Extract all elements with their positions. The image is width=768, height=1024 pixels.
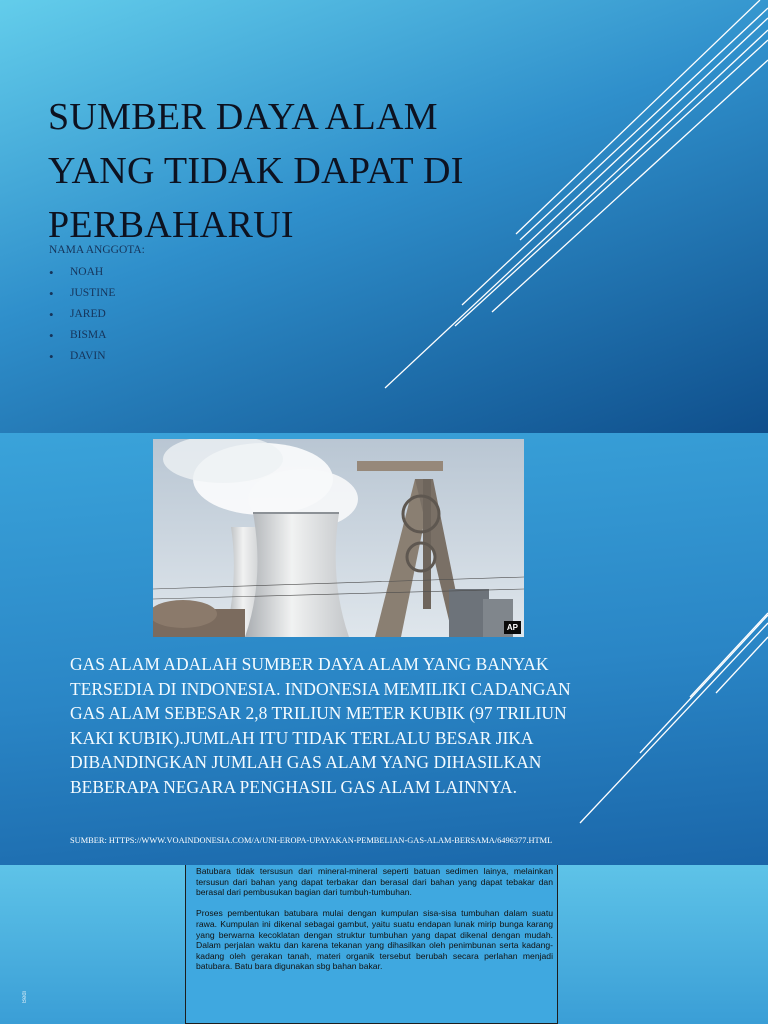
title-line: PERBAHARUI — [48, 204, 294, 246]
photo-credit-badge: AP — [504, 621, 521, 634]
slide-title — [48, 90, 488, 252]
coal-paragraph: Proses pembentukan batubara mulai dengan kumpulan sisa-sisa tumbuhan dalam suatu rawa. Kumpulan ini dikenal sebagai gambut, yaitu suatu endapan lunak mirip bunga karang yang berwarna kecoklatan dengan struktur tumbuhan yang dapat dikenal dengan mudah. Dalam perjalan waktu dan karena tekanan yang dihasilkan oleh penimbunan serta kadang-kadang oleh gerakan tanah, materi organik tersebut berubah secara perlahan menjadi batubara. Batu bara digunakan sbg bahan bakar. — [196, 908, 553, 972]
gas-slide — [0, 433, 768, 865]
power-plant-photo — [153, 439, 524, 637]
bullet-icon: • — [49, 328, 54, 343]
bullet-icon: • — [49, 307, 54, 322]
bullet-icon: • — [49, 286, 54, 301]
coal-text-box — [185, 865, 558, 1024]
member-item — [49, 283, 115, 304]
member-name: JARED — [70, 308, 106, 320]
bullet-icon: • — [49, 265, 54, 280]
bullet-icon: • — [49, 349, 54, 364]
member-item — [49, 262, 115, 283]
title-line: YANG TIDAK DAPAT DI — [48, 150, 464, 192]
members-list — [49, 262, 115, 367]
member-name: NOAH — [70, 266, 104, 278]
member-name: BISMA — [70, 329, 107, 341]
title-slide — [0, 0, 768, 433]
coal-slide — [0, 865, 768, 1024]
member-item — [49, 325, 115, 346]
source-link[interactable]: SUMBER: HTTPS://WWW.VOAINDONESIA.COM/A/UNI-EROPA-UPAYAKAN-PEMBELIAN-GAS-ALAM-BERSAMA/6496377.HTML — [70, 836, 553, 845]
gas-description: GAS ALAM ADALAH SUMBER DAYA ALAM YANG BANYAK TERSEDIA DI INDONESIA. INDONESIA MEMILIKI CADANGAN GAS ALAM SEBESAR 2,8 TRILIUN METER KUBIK (97 TRILIUN KAKI KUBIK).JUMLAH ITU TIDAK TERLALU BESAR JIKA DIBANDINGKAN JUMLAH GAS ALAM YANG DIHASILKAN BEBERAPA NEGARA PENGHASIL GAS ALAM LAINNYA. — [70, 654, 571, 797]
member-item — [49, 304, 115, 325]
coal-paragraph: Batubara tidak tersusun dari mineral-mineral seperti batuan sedimen lainya, melainkan tersusun dari bahan yang dapat terbakar dan berasal dari bahan yang dapat tebakar dan berasal dari pembusukan bagian dari tumbuh-tumbuhan. — [196, 866, 553, 898]
member-name: JUSTINE — [70, 287, 116, 299]
member-name: DAVIN — [70, 350, 106, 362]
members-label: NAMA ANGGOTA: — [49, 244, 145, 256]
power-plant-image — [153, 439, 524, 637]
member-item — [49, 346, 115, 367]
title-line: SUMBER DAYA ALAM — [48, 96, 438, 138]
side-watermark: Bedi — [22, 990, 28, 1003]
